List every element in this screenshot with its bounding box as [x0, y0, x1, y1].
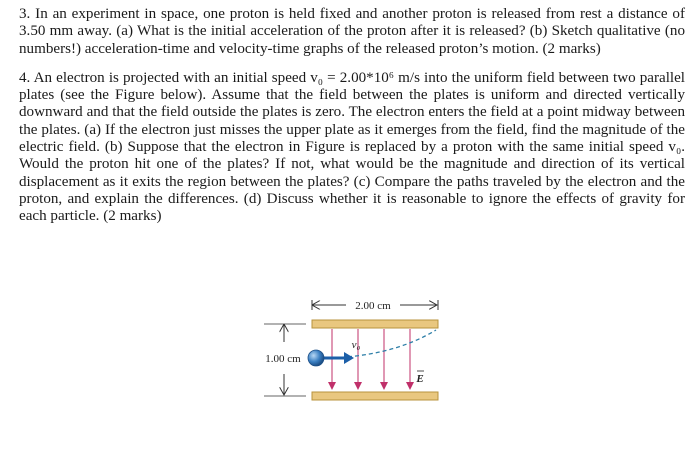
question-4: 4. An electron is projected with an initial speed v₀ = 2.00*10⁶ m/s into the uniform field between two parallel plates (see the Figure below). Assume that the field between the plates is uniform and directed vertically downward and that the field outside the plates is zero. The electron enters the field at a point midway between the plates. (a) If the electron just misses the upper plate as it emerges from the field, find the magnitude of the electric field. (b) Suppose that the electron in Figure is replaced by a proton with the same initial speed v₀. Would the proton hit one of the plates? If not, what would be the magnitude and direction of its vertical displacement as it exits the region between the plates? (c) Compare the paths traveled by the electron and the proton, and explain the differences. (d) Discuss whether it is reasonable to ignore the effects of gravity for each particle. (2 marks)	[19, 69, 685, 225]
velocity-arrow	[322, 352, 354, 364]
plate-length-dimension	[312, 300, 438, 312]
particle-path	[320, 330, 436, 358]
upper-plate	[312, 320, 438, 328]
plate-length-label: 2.00 cm	[355, 300, 391, 312]
document-body	[19, 6, 685, 226]
question-3: 3. In an experiment in space, one proton is held fixed and another proton is released from rest a distance of 3.50 mm away. (a) What is the initial acceleration of the proton after it is released? (b) Sketch qualitative (no numbers!) acceleration-time and velocity-time graphs of the released proton’s motion. (2 marks)	[19, 6, 685, 57]
parallel-plates-figure	[250, 296, 450, 416]
field-label: E	[416, 373, 424, 385]
velocity-label: v₀	[351, 339, 361, 351]
plate-gap-dimension	[264, 324, 306, 396]
electron-particle	[308, 350, 324, 366]
lower-plate	[312, 392, 438, 400]
plate-gap-label: 1.00 cm	[265, 353, 301, 365]
figure-svg	[250, 296, 450, 416]
